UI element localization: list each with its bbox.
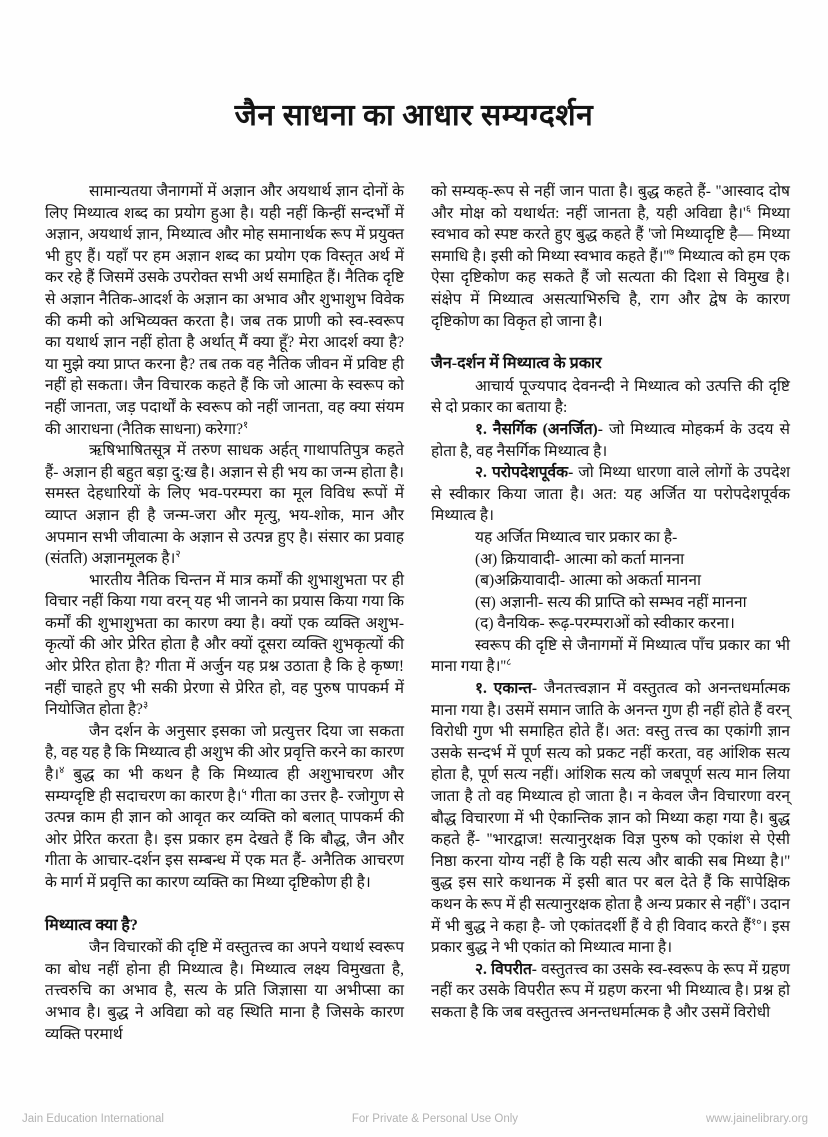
footnote-marker: ९ — [745, 894, 751, 906]
footnote-marker: ८ — [506, 657, 512, 669]
paragraph: २. परोपदेशपूर्वक- जो मिथ्या धारणा वाले लोगों के उपदेश से स्वीकार किया जाता है। अत: यह अर्जित या परोपदेशपूर्वक मिथ्यात्व है। — [431, 464, 790, 525]
paragraph: यह अर्जित मिथ्यात्व चार प्रकार का है- — [475, 528, 678, 546]
column-left — [45, 181, 404, 1045]
footnote-marker: २ — [175, 548, 181, 560]
footer-website: www.jainelibrary.org — [705, 1113, 808, 1125]
footnote-marker: १ — [242, 419, 249, 431]
footer-usage-note: For Private & Personal Use Only — [351, 1113, 519, 1125]
section-heading: मिथ्यात्व क्या है? — [45, 916, 138, 934]
bold-term: १. एकान्त- — [475, 680, 538, 698]
footnote-marker: १० — [751, 916, 762, 928]
paragraph: २. विपरीत- वस्तुतत्त्व का उसके स्व-स्वरूप के रूप में ग्रहण नहीं कर उसके विपरीत रूप में ग्रहण करना भी मिथ्यात्व है। प्रश्न हो सकता है कि जब वस्तुतत्त्व अनन्तधर्मात्मक है और उसमें विरोधी — [431, 960, 790, 1021]
paragraph: (द) वैनयिक- रूढ़-परम्पराओं को स्वीकार करना। — [475, 615, 735, 633]
paragraph: आचार्य पूज्यपाद देवनन्दी ने मिथ्यात्व को उत्पत्ति की दृष्टि से दो प्रकार का बताया है: — [431, 377, 790, 417]
footer-publisher: Jain Education International — [22, 1113, 164, 1125]
paragraph: (ब)अक्रियावादी- आत्मा को अकर्ता मानना — [475, 572, 701, 590]
paragraph: ऋषिभाषितसूत्र में तरुण साधक अर्हत् गाथापतिपुत्र कहते हैं- अज्ञान ही बहुत बड़ा दु:ख है। अज्ञान से ही भय का जन्म होता है। समस्त देहधारियों के लिए भव-परम्परा का मूल विविध रूपों में व्याप्त अज्ञान ही है जन्म-जरा और मृत्यु, भय-शोक, मान और अपमान सभी जीवात्मा के अज्ञान से उत्पन्न हुए है। संसार का प्रवाह (संतति) अज्ञानमूलक है।$^२$ — [45, 442, 404, 568]
paragraph: भारतीय नैतिक चिन्तन में मात्र कर्मों की शुभाशुभता पर ही विचार नहीं किया गया वरन् यह भी जानने का प्रयास किया गया कि कर्मों की शुभाशुभता का कारण क्या है। क्यों एक व्यक्ति अशुभ-कृत्यों की ओर प्रेरित होता है और क्यों दूसरा व्यक्ति शुभकृत्यों की ओर प्रेरित होता है? गीता में अर्जुन यह प्रश्न उठाता है कि हे कृष्ण! नहीं चाहते हुए भी सकी प्रेरणा से प्रेरित हो, वह पुरुष पापकर्म में नियोजित होता है?$^३$ — [45, 571, 404, 719]
paragraph: स्वरूप की दृष्टि से जैनागमों में मिथ्यात्व पाँच प्रकार का भी माना गया $है।''^८$ — [431, 636, 790, 676]
footer — [0, 1113, 828, 1125]
bold-term: २. विपरीत- — [475, 960, 537, 978]
footnote-marker: ५ — [241, 786, 247, 798]
page-title: जैन साधना का आधार सम्यग्दर्शन — [234, 99, 594, 132]
paragraph: (अ) क्रियावादी- आत्मा को कर्ता मानना — [475, 550, 685, 568]
section-heading: जैन-दर्शन में मिथ्यात्व के प्रकार — [431, 355, 602, 373]
bold-term: १. नैसर्गिक (अनर्जित)- — [475, 420, 603, 438]
text-columns — [0, 181, 828, 1045]
column-right — [431, 181, 790, 1045]
paragraph: सामान्यतया जैनागमों में अज्ञान और अयथार्थ ज्ञान दोनों के लिए मिथ्यात्व शब्द का प्रयोग हुआ है। यही नहीं किन्हीं सन्दर्भों में अज्ञान, अयथार्थ ज्ञान, मिथ्यात्व और मोह समानार्थक रूप में प्रयुक्त भी हुए हैं। यहाँ पर हम अज्ञान शब्द का प्रयोग एक विस्तृत अर्थ में कर रहे हैं जिसमें उसके उपरोक्त सभी अर्थ समाहित हैं। नैतिक दृष्टि से अज्ञान नैतिक-आदर्श के अज्ञान का अभाव और शुभाशुभ विवेक की कमी को अभिव्यक्त करता है। जब तक प्राणी को स्व-स्वरूप का यथार्थ ज्ञान नहीं होता है अर्थात् मैं क्या हूँ? मेरा आदर्श क्या है? या मुझे क्या प्राप्त करना है? तब तक वह नैतिक जीवन में प्रविष्ट ही नहीं हो सकता। जैन विचारक कहते हैं कि जो आत्मा के स्वरूप को नहीं जानता, जड़ पदार्थों के स्वरूप को नहीं जानता, वह क्या संयम की आराधना (नैतिक साधना) करेगा?$^१$ — [45, 183, 404, 438]
paragraph: १. नैसर्गिक (अनर्जित)- जो मिथ्यात्व मोहकर्म के उदय से होता है, वह नैसर्गिक मिथ्यात्व है। — [431, 420, 790, 460]
footnote-marker: ३ — [142, 700, 149, 712]
paragraph: (स) अज्ञानी- सत्य की प्राप्ति को सम्भव नहीं मानना — [475, 593, 747, 611]
footnote-marker: ७ — [669, 246, 675, 258]
footnote-marker: ६ — [745, 203, 752, 215]
paragraph: १. एकान्त- जैनतत्त्वज्ञान में वस्तुतत्व को अनन्तधर्मात्मक माना गया है। उसमें समान जाति के अनन्त गुण ही नहीं होते हैं वरन् विरोधी गुण भी समाहित होते हैं। अत: वस्तु तत्त्व का एकांगी ज्ञान उसके सन्दर्भ में पूर्ण सत्य को प्रकट नहीं करता, वह आंशिक सत्य होता है, पूर्ण सत्य नहीं। आंशिक सत्य को जबपूर्ण सत्य मान लिया जाता है तो वह मिथ्यात्व हो जाता है। न केवल जैन विचारणा वरन् बौद्ध विचारणा में भी ऐकान्तिक ज्ञान को मिथ्या कहा गया है। बुद्ध कहते हैं- ''भारद्वाज! सत्यानुरक्षक विज्ञ पुरुष को एकांश से ऐसी निष्ठा करना योग्य नहीं है कि यही सत्य और बाकी सब मिथ्या है।'' बुद्ध इस सारे कथानक में इसी बात पर बल देते हैं कि सापेक्षिक कथन के रूप में ही सत्यानुरक्षक होता है अन्य प्रकार से नहीं$^९$। उदान में भी बुद्ध ने कहा है- जो एकांतदर्शी हैं वे ही विवाद करते हैं$^{१०}$। इस प्रकार बुद्ध ने भी एकांत को मिथ्यात्व माना है। — [431, 680, 791, 957]
paragraph: जैन दर्शन के अनुसार इसका जो प्रत्युत्तर दिया जा सकता है, वह यह है कि मिथ्यात्व ही अशुभ की ओर प्रवृत्ति करने का कारण है।$^४$ बुद्ध का भी कथन है कि मिथ्यात्व ही अशुभाचरण और सम्यग्दृष्टि ही सदाचरण का कारण है।$^५$ गीता का उत्तर है- रजोगुण से उत्पन्न काम ही ज्ञान को आवृत कर व्यक्ति को बलात् पापकर्म की ओर प्रेरित करता है। इस प्रकार हम देखते हैं कि बौद्ध, जैन और गीता के आचार-दर्शन इस सम्बन्ध में एक मत हैं- अनैतिक आचरण के मार्ग में प्रवृत्ति का कारण व्यक्ति का मिथ्या दृष्टिकोण ही है। — [45, 722, 404, 891]
paragraph: को सम्यक्-रूप से नहीं जान पाता है। बुद्ध कहते हैं- ''आस्वाद दोष और मोक्ष को यथार्थत: नहीं जानता है, यही अविद्या $है।'^६$ मिथ्या स्वभाव को स्पष्ट करते हुए बुद्ध कहते हैं 'जो मिथ्यादृष्टि है— मिथ्या समाधि है। इसी को मिथ्या स्वभाव कहते $हैं।''^७$ मिथ्यात्व को हम एक ऐसा दृष्टिकोण कह सकते हैं जो सत्यता की दिशा से विमुख है। संक्षेप में मिथ्यात्व असत्याभिरुचि है, राग और द्वेष के कारण दृष्टिकोण का विकृत हो जाना है। — [431, 183, 790, 330]
paragraph: जैन विचारकों की दृष्टि में वस्तुतत्त्व का अपने यथार्थ स्वरूप का बोध नहीं होना ही मिथ्यात्व है। मिथ्यात्व लक्ष्य विमुखता है, तत्त्वरुचि का अभाव है, सत्य के प्रति जिज्ञासा या अभीप्सा का अभाव है। बुद्ध ने अविद्या को वह स्थिति माना है जिसके कारण व्यक्ति परमार्थ — [45, 939, 404, 1043]
footnote-marker: ४ — [59, 764, 65, 776]
bold-term: २. परोपदेशपूर्वक- — [475, 464, 574, 482]
